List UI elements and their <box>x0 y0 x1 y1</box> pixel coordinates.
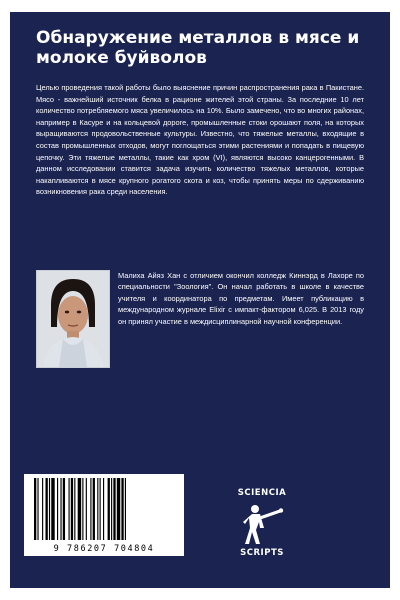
barcode-bar <box>121 478 123 540</box>
barcode-bar <box>103 478 104 540</box>
barcode-bars <box>32 478 176 542</box>
barcode-bar <box>113 478 115 540</box>
barcode-bar <box>111 478 112 540</box>
book-abstract: Целью проведения такой работы было выяснение причин распространения рака в Пакистане. Мясо - важнейший источник белка в рационе жителей этой страны. За последние 10 лет количество потребляемого мяса увеличилось на 10%. Было замечено, что во многих районах, например в Касуре и на кольцевой дороге, промышленные стоки орошают поля, на которых выращиваются продовольственные культуры. Известно, что тяжелые металлы, входящие в состав промышленных отходов, могут поглощаться этими растениями и попадать в пищевую цепочку. Эти тяжелые металлы, такие как хром (VI), являются высоко канцерогенными. В данном исследовании ставится задача изучить количество тяжелых металлов, которые накапливаются в мясе крупного рогатого скота и коз, чтобы принять меры по сдерживанию возникновения рака среди населения. <box>36 83 364 197</box>
barcode-bar <box>100 478 101 540</box>
barcode-bar <box>37 478 38 540</box>
barcode-bar <box>78 478 81 540</box>
barcode-bar <box>97 478 98 540</box>
barcode-bar <box>51 478 54 540</box>
barcode-bar <box>74 478 75 540</box>
barcode-bar <box>117 478 120 540</box>
barcode-bar <box>42 478 43 540</box>
barcode-bar <box>93 478 95 540</box>
barcode-bar <box>49 478 50 540</box>
barcode-bar <box>86 478 87 540</box>
author-bio: Малиха Айяз Хан с отличием окончил колледж Киннэрд в Лахоре по специальности "Зоология". Он начал работать в школе в качестве учителя и координатора по предметам. Имеет публикацию в международном журнале Elixir с импакт-фактором 6,025. В 2013 году он принял участие в междисциплинарной научной конференции. <box>118 271 364 326</box>
publisher-logo <box>224 488 300 568</box>
barcode-bar <box>71 478 73 540</box>
publisher-name-bottom: SCRIPTS <box>240 548 284 558</box>
barcode-bar <box>46 478 48 540</box>
man-with-telescope-icon <box>240 500 284 546</box>
barcode-bar <box>63 478 65 540</box>
barcode-bar <box>82 478 83 540</box>
barcode-bar <box>34 478 36 540</box>
isbn-number: 9 786207 704804 <box>53 544 155 554</box>
barcode-bar <box>125 478 126 540</box>
book-title: Обнаружение металлов в мясе и молоке буйволов <box>36 28 360 68</box>
barcode <box>24 474 184 556</box>
publisher-name-top: SCIENCIA <box>237 488 287 498</box>
barcode-bar <box>60 478 61 540</box>
back-cover <box>10 12 390 588</box>
barcode-bar <box>69 478 70 540</box>
barcode-bar <box>108 478 110 540</box>
barcode-bar <box>57 478 58 540</box>
barcode-bar <box>90 478 91 540</box>
author-photo <box>36 270 110 368</box>
